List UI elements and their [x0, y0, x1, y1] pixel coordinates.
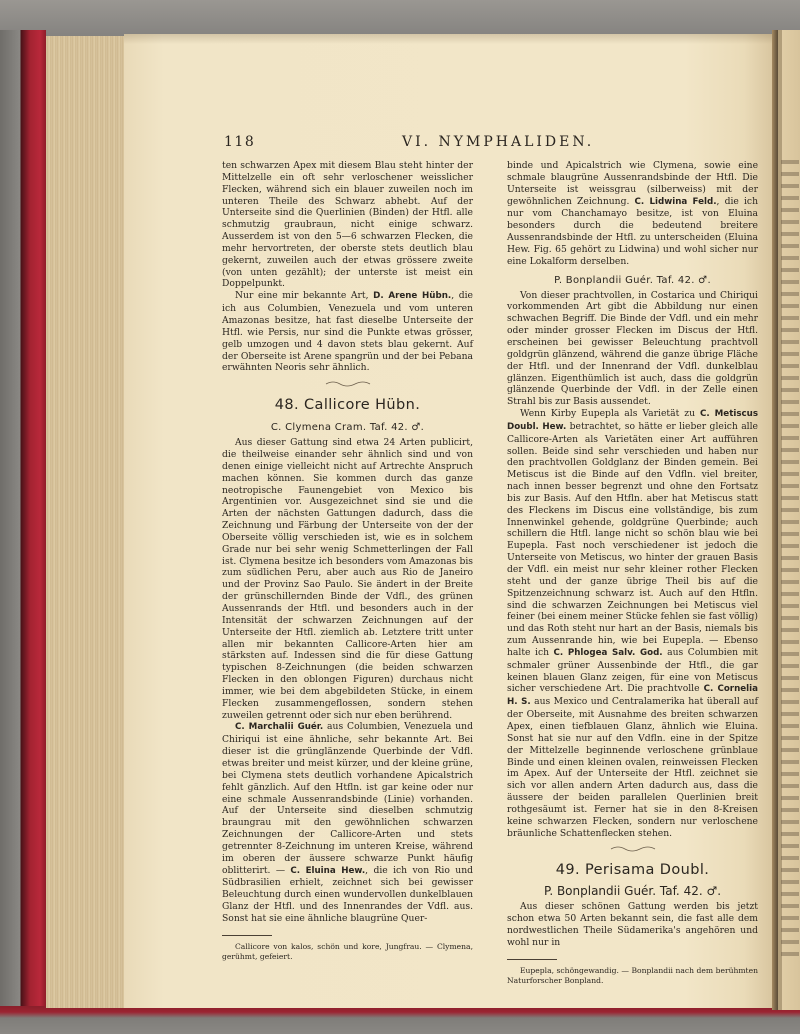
- section-title: 49. Perisama Doubl.: [555, 862, 710, 879]
- next-page-text-line: [781, 400, 799, 404]
- next-page-text-line: [781, 328, 799, 332]
- next-page-text-line: [781, 184, 799, 188]
- next-page-text-line: [781, 520, 799, 524]
- next-page-text-line: [781, 664, 799, 668]
- next-page-text-line: [781, 388, 799, 392]
- footnote: Callicore von kalos, schön und kore, Jungfrau. — Clymena, gerühmt, gefeiert.: [222, 941, 473, 961]
- section-title: 48. Callicore Hübn.: [274, 397, 421, 414]
- next-page-text-line: [781, 724, 799, 728]
- paragraph: Von dieser prachtvollen, in Costarica und Chiriqui vorkommenden Art gibt die Abbildung nur einen schwachen Begriff. Die Binde der Vdfl. und ein mehr oder minder grosser Flecken im Discus der Htfl. erscheinen bei gewisser Beleuchtung prachtvoll goldgrün glänzend, während die ganze übrige Fläche der Htfl. und der Innenrand der Vdfl. dunkelblau glänzen. Eigenthümlich ist auch, dass die goldgrün glänzende Querbinde der Vdfl. in der Zelle einen Strahl bis zur Basis aussendet.: [507, 289, 758, 408]
- paragraph: [507, 408, 758, 839]
- ornament-divider: [325, 380, 371, 388]
- species-name: C. Marchalii Guér.: [235, 722, 324, 733]
- next-page-text-line: [781, 460, 799, 464]
- next-page-text-line: [781, 472, 799, 476]
- next-page-text-line: [781, 448, 799, 452]
- page-header: [224, 132, 764, 152]
- next-page-text-line: [781, 196, 799, 200]
- next-page-text-line: [781, 916, 799, 920]
- next-page-text-line: [781, 244, 799, 248]
- next-page-text-line: [781, 208, 799, 212]
- footnote-rule: [222, 935, 272, 936]
- species-name: C. Phlogea Salv. God.: [553, 647, 663, 658]
- next-page-text-line: [781, 868, 799, 872]
- text-run: binde und Apicalstrich wie Clymena, sowie eine schmale blaugrüne Aussenrandsbinde der Htfl. Die Unterseite ist weissgrau (silberweiss) mit der gewöhnlichen Zeichnung.: [507, 160, 758, 207]
- next-page-text-line: [781, 496, 799, 500]
- next-page-text-line: [781, 640, 799, 644]
- species-name: C. Cornelia H. S.: [507, 684, 758, 708]
- next-page-text-line: [781, 256, 799, 260]
- next-page-text-line: [781, 604, 799, 608]
- next-page-text-line: [781, 172, 799, 176]
- next-page-text-line: [781, 892, 799, 896]
- book-page: [124, 34, 772, 1008]
- text-run: betrachtet, so hätte er lieber gleich alle Callicore-Arten als Varietäten einer Art aufführen sollen. Beide sind sehr verschieden und haben nur den prachtvollen Goldglanz der Binden gemein. Bei Metiscus ist die Binde auf den Vdfln. viel breiter, nach innen besser begrenzt und ohne den Fortsatz bis zur Basis. Auf den Htfln. aber hat Metiscus statt des Fleckens im Discus eine vollständige, bis zum Innenwinkel gehende, goldgrüne Querbinde; auch schillern die Htfl. lange nicht so schön blau wie bei Eupepla. Fast noch verschiedener ist jedoch die Unterseite von Metiscus, wo hinter der grauen Basis der Vdfl. ein meist nur sehr kleiner rother Flecken steht und der ganze übrige Theil bis auf die Spitzenzeichnung schwarz ist. Auch auf den Htfln. sind die schwarzen Zeichnungen bei Metiscus viel feiner (bei einem meiner Stücke fehlen sie fast völlig) und das Roth steht nur hart an der Basis, niemals bis zum Aussenrande hin, wie bei Eupepla. — Ebenso halte ich: [507, 420, 758, 658]
- next-page-text-line: [781, 700, 799, 704]
- paragraph: [507, 160, 758, 268]
- text-run: , die ich von Rio und Südbrasilien erhielt, zeichnet sich bei gewisser Beleuchtung durch einen wundervollen dunkelblauen Glanz der Htfl. und des Innenrandes der Vdfl. aus. Sonst hat sie eine ähnliche blaugrüne Quer-: [222, 864, 473, 924]
- next-page-text-line: [781, 628, 799, 632]
- text-run: , die ich nur vom Chanchamayo besitze, ist von Eluina besonders durch die bedeutend breitere Aussenrandsbinde der Htfl. zu unterscheiden (Eluina Hew. Fig. 65 gehört zu Lidwina) und wohl sicher nur eine Lokalform derselben.: [507, 195, 758, 267]
- page-edges: [46, 36, 125, 1008]
- species-heading: P. Bonplandii Guér. Taf. 42. ♂.: [543, 884, 722, 899]
- ornament-divider: [610, 845, 656, 853]
- next-page-text-line: [781, 772, 799, 776]
- next-page-text-line: [781, 760, 799, 764]
- next-page-text-line: [781, 688, 799, 692]
- next-page-text-line: [781, 436, 799, 440]
- footnote-rule: [507, 959, 557, 960]
- next-page-text-line: [781, 592, 799, 596]
- next-page-text-line: [781, 412, 799, 416]
- species-name: D. Arene Hübn.: [373, 291, 452, 302]
- text-run: Wenn Kirby Eupepla als Varietät zu: [520, 408, 700, 420]
- next-page-text-line: [781, 304, 799, 308]
- book-binding-spine: [0, 30, 46, 1034]
- next-page-text-line: [781, 424, 799, 428]
- next-page-text-line: [781, 736, 799, 740]
- next-page-text-line: [781, 160, 799, 164]
- next-page-text-line: [781, 544, 799, 548]
- text-run: aus Columbien mit schmaler grüner Aussenbinde der Htfl., die gar keinen blauen Glanz zeigen, für eine von Metiscus sicher verschiedene Art. Die prachtvolle: [507, 646, 758, 695]
- paragraph: ten schwarzen Apex mit diesem Blau steht hinter der Mittelzelle ein oft sehr verloschener weisslicher Flecken, während sich ein blauer zuweilen noch im unteren Theile des Schwarz abhebt. Auf der Unterseite sind die Querlinien (Binden) der Htfl. alle schmutzig graubraun, nicht einige schwarz. Ausserdem ist von den 5—6 schwarzen Flecken, die mehr hervortreten, der oberste stets deutlich blau gekernt, zuweilen auch der etwas grössere zweite (von unten gezählt); der unterste ist meist ein Doppelpunkt.: [222, 160, 473, 290]
- background-top: [0, 0, 800, 36]
- next-page-text-line: [781, 556, 799, 560]
- next-page-text-line: [781, 364, 799, 368]
- text-run: aus Columbien, Venezuela und Chiriqui ist eine ähnliche, sehr bekannte Art. Bei dieser ist die grünglänzende Querbinde der Vdfl. etwas breiter und meist kürzer, und der kleine grüne, bei Clymena stets deutlich vorhandene Apicalstrich fehlt gänzlich. Auf den Htfln. ist gar keine oder nur eine schmale Aussenrandsbinde (Linie) vorhanden. Auf der Unterseite sind dieselben schmutzig braungrau mit den gewöhnlichen schwarzen Zeichnungen der Callicore-Arten und stets getrennter 8-Zeichnung im unteren Kreise, während im oberen der äussere schwarze Punkt häufig oblitterirt. —: [222, 721, 473, 876]
- next-page-text-line: [781, 808, 799, 812]
- next-page-text-line: [781, 856, 799, 860]
- next-page-text-line: [781, 484, 799, 488]
- next-page-text-line: [781, 676, 799, 680]
- next-page-text-line: [781, 532, 799, 536]
- next-page-text-line: [781, 568, 799, 572]
- next-page-text-line: [781, 340, 799, 344]
- running-title: VI. NYMPHALIDEN.: [402, 134, 595, 150]
- species-heading: P. Bonplandii Guér. Taf. 42. ♂.: [554, 274, 711, 286]
- footnote: Eupepla, schöngewandig. — Bonplandii nach dem berühmten Naturforscher Bonpland.: [507, 965, 758, 985]
- next-page-text-line: [781, 376, 799, 380]
- next-page-text-line: [781, 820, 799, 824]
- next-page-text-line: [781, 652, 799, 656]
- next-page-text-line: [781, 280, 799, 284]
- paragraph: [222, 721, 473, 924]
- page-number: 118: [224, 134, 256, 150]
- page-shadow: [124, 34, 772, 44]
- next-page-edge: [778, 30, 800, 1010]
- text-run: , die ich aus Columbien, Venezuela und vom unteren Amazonas besitze, hat fast dieselbe Unterseite der Htfl. wie Persis, nur sind die Punkte etwas grösser, gelb umzogen und 4 davon stets blau gekernt. Auf der Oberseite ist Arene spangrün und der bei Pebana erwähnten Neoris sehr ähnlich.: [222, 290, 473, 374]
- next-page-text-line: [781, 580, 799, 584]
- paragraph: [222, 290, 473, 374]
- next-page-text-line: [781, 928, 799, 932]
- next-page-text-line: [781, 616, 799, 620]
- next-page-text-line: [781, 832, 799, 836]
- text-run: aus Mexico und Centralamerika hat überall auf der Oberseite, mit Ausnahme des breiten schwarzen Apex, einen tiefblauen Glanz, ähnlich wie Eluina. Sonst hat sie nur auf den Vdfln. eine in der Spitze der Mittelzelle beginnende verloschene grünblaue Binde und einen kleinen ovalen, reinweissen Flecken im Apex. Auf der Unterseite der Htfl. zeichnet sie sich vor allen andern Arten dadurch aus, dass die äussere der beiden parallelen Querlinien breit rothgesäumt ist. Ferner hat sie in den 8-Kreisen keine schwarzen Flecken, sondern nur verloschene bräunliche Schattenflecken stehen.: [507, 696, 758, 839]
- left-column: [222, 160, 473, 962]
- next-page-text-line: [781, 880, 799, 884]
- book-binding-bottom: [0, 1006, 800, 1034]
- species-heading: C. Clymena Cram. Taf. 42. ♂.: [270, 422, 425, 434]
- next-page-text-line: [781, 796, 799, 800]
- next-page-text-line: [781, 844, 799, 848]
- next-page-text-line: [781, 952, 799, 956]
- species-name: C. Lidwina Feld.: [634, 196, 717, 207]
- next-page-text-line: [781, 940, 799, 944]
- next-page-text-line: [781, 904, 799, 908]
- next-page-text-line: [781, 316, 799, 320]
- paragraph: Aus dieser schönen Gattung werden bis jetzt schon etwa 50 Arten bekannt sein, die fast alle dem nordwestlichen Theile Südamerika's angehören und wohl nur in: [507, 901, 758, 948]
- next-page-text-line: [781, 748, 799, 752]
- next-page-text-line: [781, 232, 799, 236]
- next-page-text-line: [781, 712, 799, 716]
- next-page-text-line: [781, 352, 799, 356]
- next-page-text-line: [781, 292, 799, 296]
- next-page-text-line: [781, 268, 799, 272]
- next-page-text-line: [781, 784, 799, 788]
- right-column: [507, 160, 758, 986]
- text-run: Nur eine mir bekannte Art,: [235, 290, 374, 302]
- next-page-text-line: [781, 220, 799, 224]
- next-page-text-line: [781, 508, 799, 512]
- paragraph: Aus dieser Gattung sind etwa 24 Arten publicirt, die theilweise einander sehr ähnlich sind und von denen einige vielleicht nicht auf Artrechte Anspruch machen können. Sie kommen durch das ganze neotropische Faunengebiet von Mexico bis Argentinien vor. Ausgezeichnet sind sie und die Arten der nächsten Gattungen dadurch, dass die Zeichnung und Färbung der Unterseite von der der Oberseite völlig verschieden ist, wie es in solchem Grade nur bei sehr wenig Schmetterlingen der Fall ist. Clymena besitze ich besonders vom Amazonas bis zum südlichen Peru, aber auch aus Rio de Janeiro und der Provinz Sao Paulo. Sie ändert in der Breite der grünschillernden Binde der Vdfl., des grünen Aussenrands der Htfl. und besonders auch in der Intensität der schwarzen Zeichnungen auf der Unterseite der Htfl. ziemlich ab. Letztere tritt unter allen mir bekannten Callicore-Arten hier am stärksten auf. Indessen sind die für diese Gattung typischen 8-Zeichnungen (die beiden schwarzen Flecken in den oblongen Figuren) durchaus nicht immer, wie bei dem abgebildeten Stücke, in einem Flecken zusammengeflossen, sondern stehen zuweilen getrennt oder sich nur eben berührend.: [222, 437, 473, 721]
- species-name: C. Eluina Hew.: [290, 865, 366, 876]
- species-name: C. Metiscus Doubl. Hew.: [507, 409, 759, 432]
